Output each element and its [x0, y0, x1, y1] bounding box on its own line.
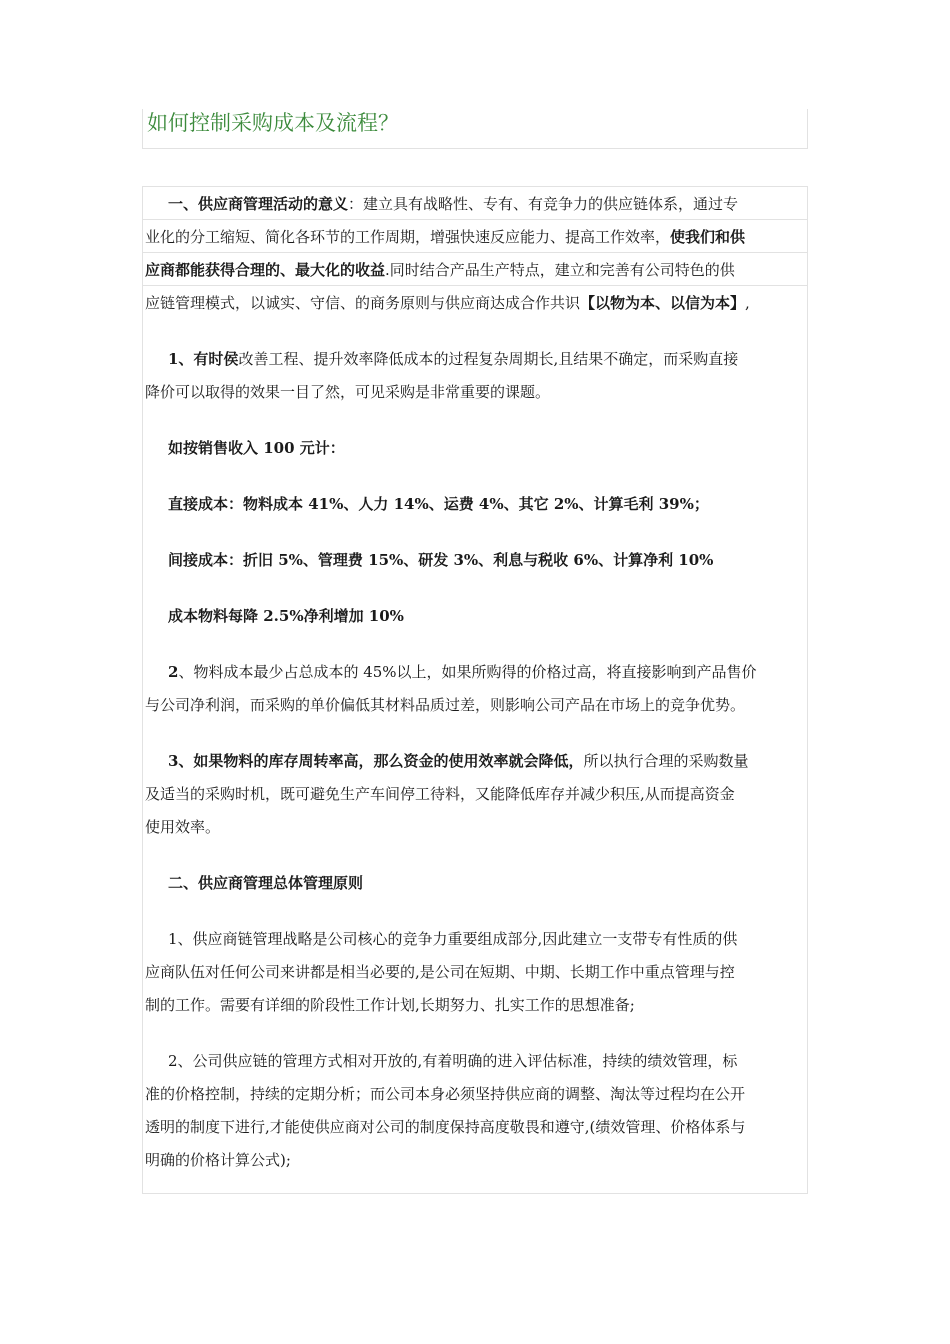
- principle1-line3: 制的工作。需要有详细的阶段性工作计划,长期努力、扎实工作的思想准备;: [145, 996, 635, 1014]
- point1-line2: 降价可以取得的效果一目了然，可见采购是非常重要的课题。: [145, 383, 551, 401]
- sales-basis: 如按销售收入 100 元计：: [168, 439, 345, 457]
- point3-line3: 使用效率。: [145, 818, 221, 836]
- article-body: [142, 186, 808, 1194]
- point3-line2: 及适当的采购时机，既可避免生产车间停工待料，又能降低库存并减少积压,从而提高资金: [145, 785, 735, 803]
- section1-line2: 业化的分工缩短、简化各环节的工作周期，增强快速反应能力、提高工作效率，使我们和供: [145, 228, 746, 246]
- section1-line1: 一、供应商管理活动的意义：建立具有战略性、专有、有竞争力的供应链体系，通过专: [168, 195, 739, 213]
- point1-line1: 1、有时侯改善工程、提升效率降低成本的过程复杂周期长,且结果不确定，而采购直接: [168, 350, 739, 368]
- section2-heading: 二、供应商管理总体管理原则: [168, 874, 364, 892]
- title-box: [142, 109, 808, 149]
- material-drop: 成本物料每降 2.5%净利增加 10%: [168, 607, 404, 625]
- principle1-line1: 1、供应商链管理战略是公司核心的竞争力重要组成部分,因此建立一支带专有性质的供: [168, 930, 738, 948]
- point2-line2: 与公司净利润，而采购的单价偏低其材料品质过差，则影响公司产品在市场上的竞争优势。: [145, 696, 746, 714]
- section1-line3: 应商都能获得合理的、最大化的收益.同时结合产品生产特点，建立和完善有公司特色的供: [145, 261, 735, 279]
- principle2-line1: 2、公司供应链的管理方式相对开放的,有着明确的进入评估标准，持续的绩效管理，标: [168, 1052, 738, 1070]
- principle2-line2: 准的价格控制，持续的定期分析；而公司本身必须坚持供应商的调整、淘汰等过程均在公开: [145, 1085, 746, 1103]
- direct-cost: 直接成本：物料成本 41%、人力 14%、运费 4%、其它 2%、计算毛利 39%；: [168, 495, 709, 513]
- point2-line1: 2、物料成本最少占总成本的 45%以上，如果所购得的价格过高，将直接影响到产品售价: [168, 663, 757, 681]
- section1-heading: 一、供应商管理活动的意义: [168, 195, 349, 213]
- indirect-cost: 间接成本：折旧 5%、管理费 15%、研发 3%、利息与税收 6%、计算净利 10%: [168, 551, 714, 569]
- principle2-line3: 透明的制度下进行,才能使供应商对公司的制度保持高度敬畏和遵守,(绩效管理、价格体系与: [145, 1118, 746, 1136]
- principle2-line4: 明确的价格计算公式);: [145, 1151, 291, 1169]
- principle1-line2: 应商队伍对任何公司来讲都是相当必要的,是公司在短期、中期、长期工作中重点管理与控: [145, 963, 735, 981]
- section1-line4: 应链管理模式，以诚实、守信、的商务原则与供应商达成合作共识【以物为本、以信为本】,: [145, 294, 750, 312]
- page-title: 如何控制采购成本及流程？: [147, 111, 399, 135]
- point3-line1: 3、如果物料的库存周转率高，那么资金的使用效率就会降低，所以执行合理的采购数量: [168, 752, 749, 770]
